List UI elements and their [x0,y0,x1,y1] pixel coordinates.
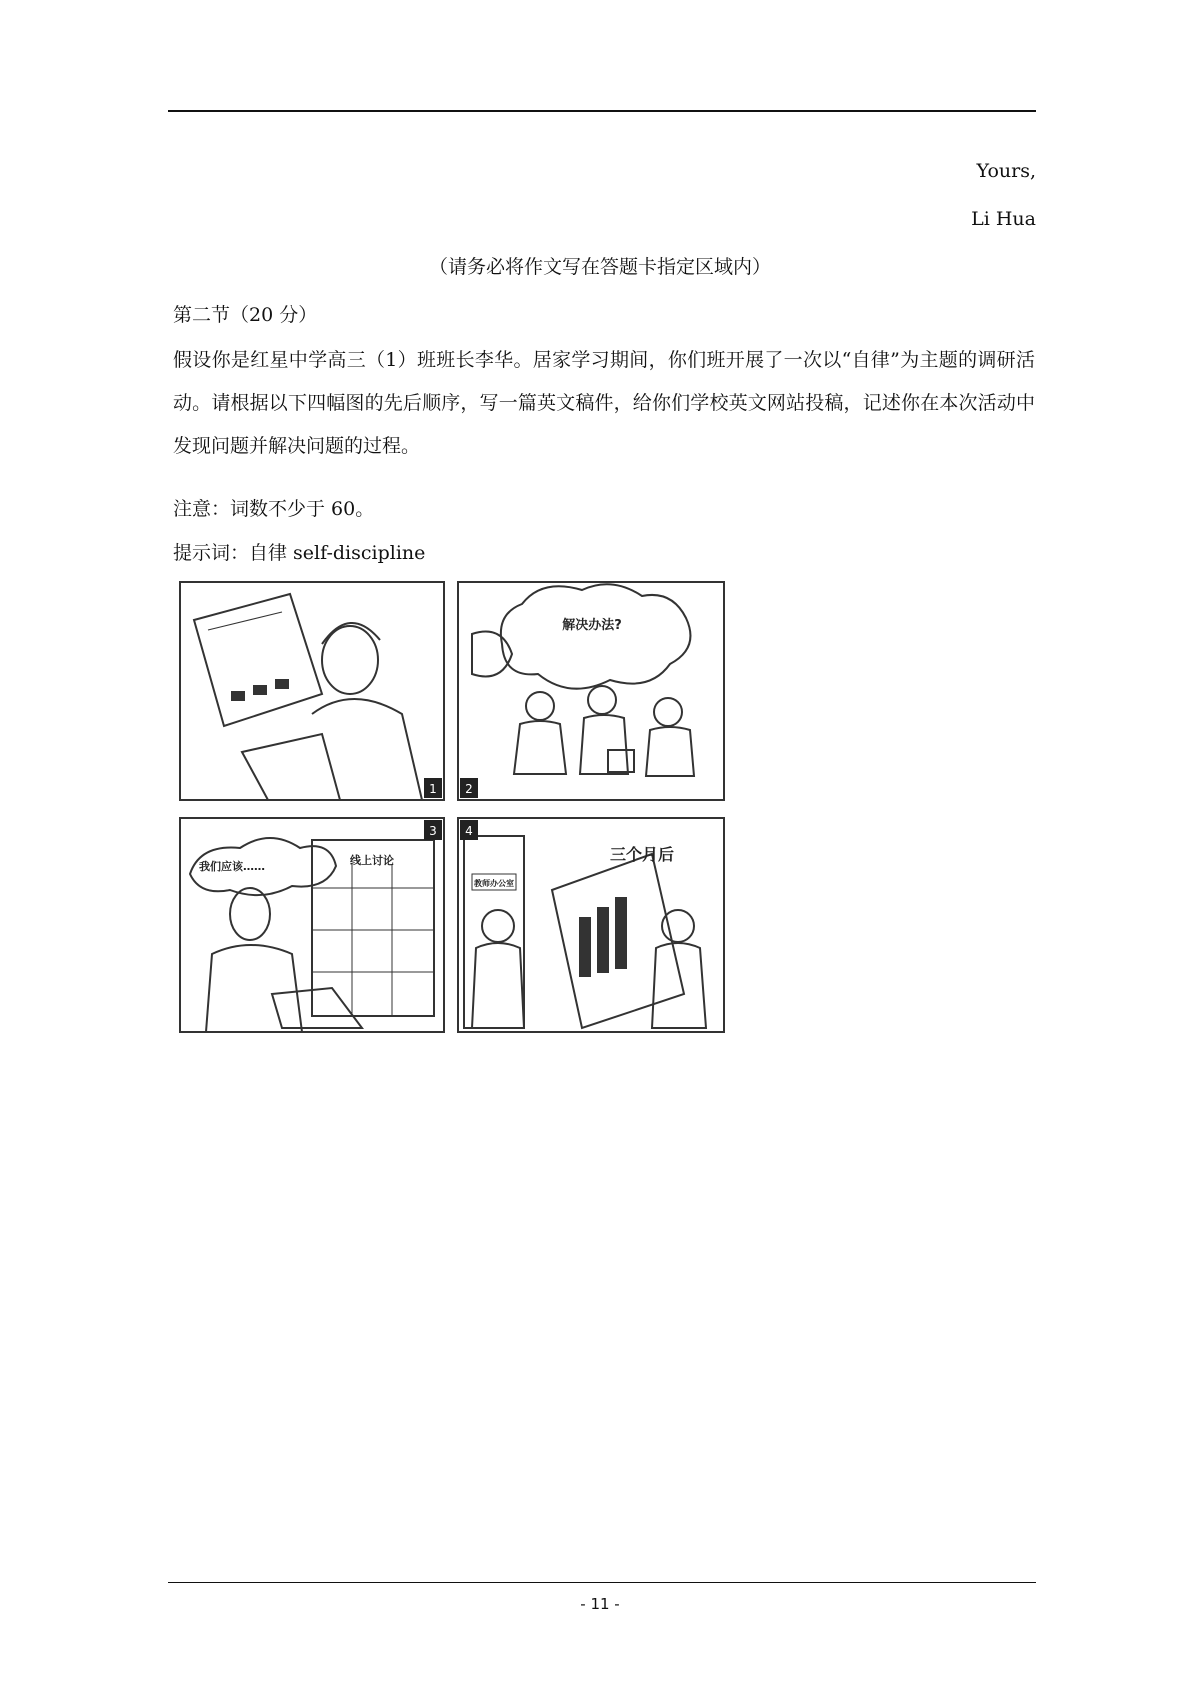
comic-panel-1 [180,582,444,800]
writing-instruction: （请务必将作文写在答题卡指定区域内） [428,256,771,278]
panel-4-number: 4 [465,824,473,838]
panel-1-number: 1 [429,782,437,796]
comic-strip [172,574,732,1040]
panel-2-number: 2 [465,782,473,796]
word-count-note: 注意：词数不少于 60。 [173,498,375,520]
header-rule [168,110,1036,112]
footer-rule [168,1582,1036,1583]
page-number: - 11 - [580,1595,620,1613]
panel-2-bubble-text: 解决办法? [562,618,622,633]
panel4-drawing [464,836,706,1028]
panel-4-door-sign: 教师办公室 [474,879,514,888]
panel1-drawing [194,594,422,800]
letter-signature: Li Hua [971,208,1036,230]
letter-closing: Yours, [976,160,1036,182]
panel2-drawing [472,584,694,776]
panel-3-bubble-text: 我们应该…… [199,860,265,873]
panel-3-screen-title: 线上讨论 [350,854,394,867]
hint-words: 提示词：自律 self-discipline [173,542,426,564]
panel-number-tags [424,778,478,840]
section-heading: 第二节（20 分） [173,304,318,326]
panel-4-title: 三个月后 [609,845,675,864]
panel-3-number: 3 [429,824,437,838]
task-description: 假设你是红星中学高三（1）班班长李华。居家学习期间，你们班开展了一次以“自律”为主题的调研活动。请根据以下四幅图的先后顺序，写一篇英文稿件，给你们学校英文网站投稿，记述你在本次活动中发现问题并解决问题的过程。 [173,349,1035,457]
